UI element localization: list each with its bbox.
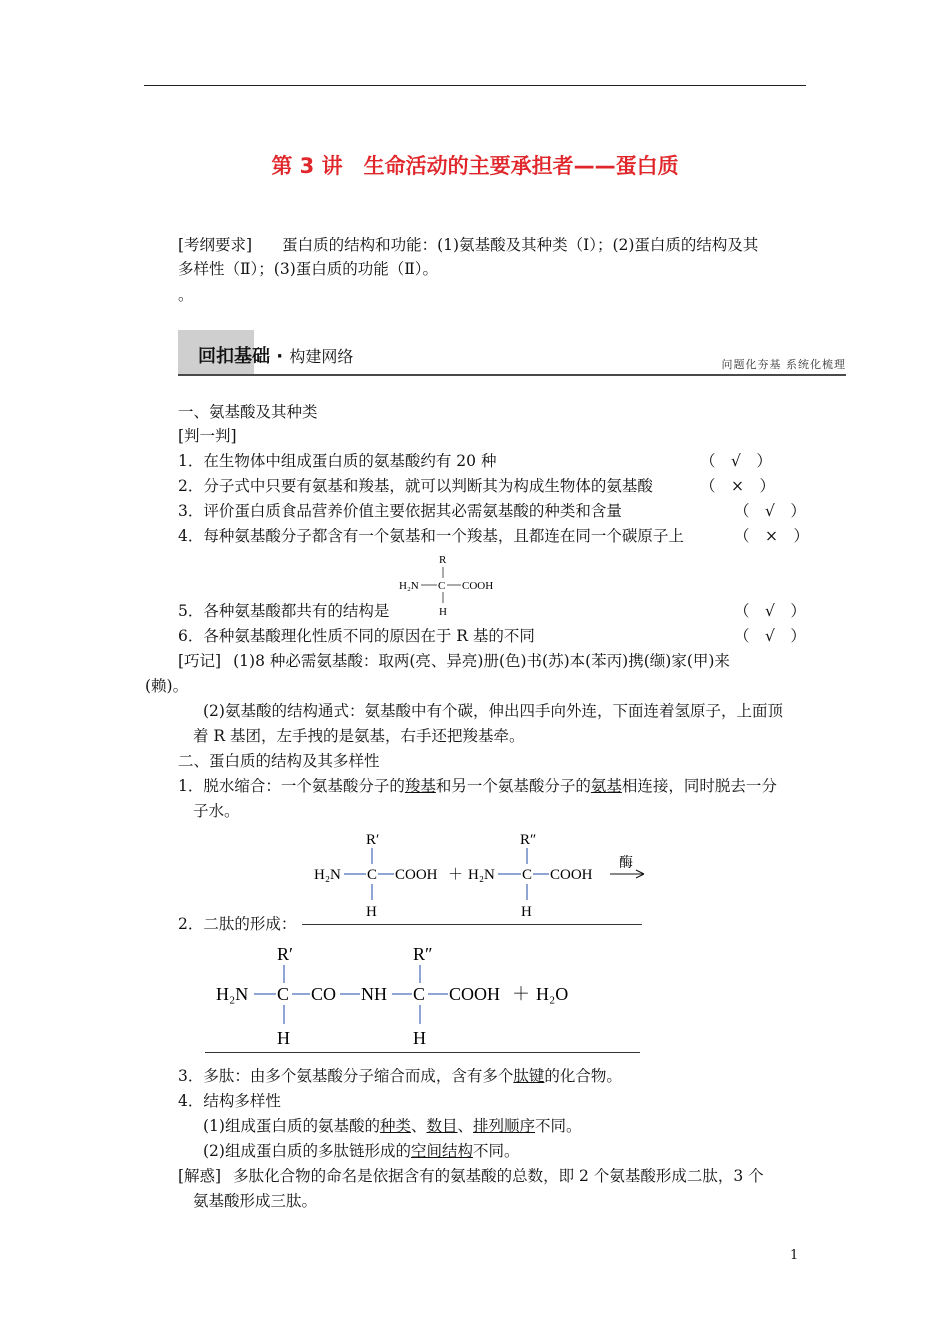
- struct-h2n: H₂N: [399, 580, 419, 592]
- banner-slogan: 问题化夯基 系统化梳理: [721, 358, 846, 371]
- exam-requirement-line2: 多样性（Ⅱ）；(3)蛋白质的功能（Ⅱ）。: [178, 260, 439, 278]
- reaction-r1: R′: [366, 832, 380, 848]
- keyword-carboxyl: 羧基: [404, 777, 436, 795]
- dipeptide-answer-line: [302, 924, 642, 925]
- keyword-order: 排列顺序: [473, 1117, 536, 1135]
- judge-item-5: 5．各种氨基酸都共有的结构是: [178, 602, 390, 620]
- reaction-cooh-1: COOH: [395, 867, 438, 883]
- reaction-h2n-1: H₂N: [314, 867, 341, 883]
- section2-heading: 二、蛋白质的结构及其多样性: [178, 752, 380, 770]
- judge-item-1: 1．在生物体中组成蛋白质的氨基酸约有 20 种: [178, 452, 497, 470]
- dipeptide-h2n: H₂N: [216, 984, 249, 1004]
- judge-answer-1: （ √ ）: [700, 452, 772, 470]
- tips-line2: (赖)。: [145, 677, 189, 695]
- keyword-number: 数目: [426, 1117, 458, 1135]
- judge-item-2: 2．分子式中只要有氨基和羧基，就可以判断其为构成生物体的氨基酸: [178, 477, 653, 495]
- dipeptide-h2: H: [413, 1028, 426, 1048]
- reaction-h-1: H: [366, 904, 377, 920]
- reaction-plus: ＋: [448, 867, 464, 883]
- dipeptide-structure: [212, 938, 612, 1050]
- dipeptide-c2: C: [413, 984, 426, 1004]
- reaction-h2n-2: H₂N: [468, 867, 495, 883]
- polypeptide-line: 3．多肽：由多个氨基酸分子缩合而成，含有多个肽键的化合物。: [178, 1067, 622, 1085]
- keyword-amino: 氨基: [590, 777, 622, 795]
- dipeptide-co: CO: [311, 984, 337, 1004]
- dipeptide-h2o: H₂O: [536, 984, 569, 1004]
- tips-label: [巧记]: [178, 652, 222, 670]
- dipeptide-r1: R′: [277, 944, 293, 964]
- judge-item-4: 4．每种氨基酸分子都含有一个氨基和一个羧基，且都连在同一个碳原子上: [178, 527, 684, 545]
- amino-acid-structure: [395, 550, 505, 620]
- judge-answer-4: （ × ）: [734, 527, 809, 545]
- condensation-reaction: [310, 824, 655, 924]
- reaction-cooh-2: COOH: [550, 867, 593, 883]
- judge-item-3: 3．评价蛋白质食品营养价值主要依据其必需氨基酸的种类和含量: [178, 502, 622, 520]
- dipeptide-c1: C: [277, 984, 290, 1004]
- explain-line2: 氨基酸形成三肽。: [193, 1192, 318, 1210]
- header-rule: [144, 85, 806, 86]
- judge-answer-2: （ × ）: [700, 477, 775, 495]
- banner-title: 回扣基础 · 构建网络: [198, 346, 354, 367]
- banner-underline: [178, 374, 846, 376]
- dipeptide-plus: ＋: [512, 984, 530, 1004]
- dehydration-line1: 1．脱水缩合：一个氨基酸分子的羧基和另一个氨基酸分子的氨基相连接，同时脱去一分: [178, 777, 777, 795]
- reaction-h-2: H: [521, 904, 532, 920]
- diversity-heading: 4．结构多样性: [178, 1092, 281, 1110]
- dipeptide-nh: NH: [361, 984, 387, 1004]
- dipeptide-cooh: COOH: [449, 984, 501, 1004]
- reaction-c-1: C: [367, 867, 378, 883]
- exam-requirement-line3: 。: [178, 286, 194, 304]
- section1-heading: 一、氨基酸及其种类: [178, 403, 318, 421]
- diversity-line2: (2)组成蛋白质的多肽链形成的空间结构不同。: [203, 1142, 520, 1160]
- tips-line4: 着 R 基团，左手拽的是氨基，右手还把羧基牵。: [193, 727, 525, 745]
- tips-line1: [巧记] (1)8 种必需氨基酸：取两(亮、异亮)册(色)书(苏)本(苯丙)携(缬)家(甲)来: [178, 652, 730, 670]
- judge-answer-6: （ √ ）: [734, 627, 806, 645]
- keyword-peptide-bond: 肽键: [513, 1067, 545, 1085]
- page-title: 第 3 讲 生命活动的主要承担者——蛋白质: [271, 154, 679, 178]
- reaction-enzyme: 酶: [619, 856, 633, 871]
- keyword-spatial-structure: 空间结构: [410, 1142, 473, 1160]
- struct-c: C: [438, 580, 446, 592]
- reaction-c-2: C: [522, 867, 533, 883]
- struct-cooh: COOH: [462, 580, 494, 592]
- section-banner: [178, 330, 846, 378]
- judge-answer-3: （ √ ）: [734, 502, 806, 520]
- struct-h: H: [439, 606, 447, 618]
- diversity-line1: (1)组成蛋白质的氨基酸的种类、数目、排列顺序不同。: [203, 1117, 582, 1135]
- judge-item-6: 6．各种氨基酸理化性质不同的原因在于 R 基的不同: [178, 627, 535, 645]
- exam-requirement-label: [考纲要求]: [178, 236, 253, 254]
- page-number: 1: [790, 1248, 799, 1263]
- dipeptide-bottom-line: [205, 1052, 640, 1053]
- judge-label: [判一判]: [178, 427, 237, 445]
- dipeptide-h1: H: [277, 1028, 290, 1048]
- reaction-r2: R″: [520, 832, 537, 848]
- keyword-type: 种类: [379, 1117, 411, 1135]
- dipeptide-r2: R″: [413, 944, 433, 964]
- judge-answer-5: （ √ ）: [734, 602, 806, 620]
- dipeptide-label: 2．二肽的形成：: [178, 915, 297, 933]
- exam-requirement-line1: [考纲要求] 蛋白质的结构和功能：(1)氨基酸及其种类（Ⅰ）；(2)蛋白质的结构及其: [178, 236, 759, 254]
- dehydration-line2: 子水。: [193, 802, 240, 820]
- explain-line1: [解惑] 多肽化合物的命名是依据含有的氨基酸的总数，即 2 个氨基酸形成二肽，3 个: [178, 1167, 764, 1185]
- struct-r: R: [439, 554, 447, 566]
- tips-line3: (2)氨基酸的结构通式：氨基酸中有个碳，伸出四手向外连，下面连着氢原子，上面顶: [203, 702, 783, 720]
- explain-label: [解惑]: [178, 1167, 222, 1185]
